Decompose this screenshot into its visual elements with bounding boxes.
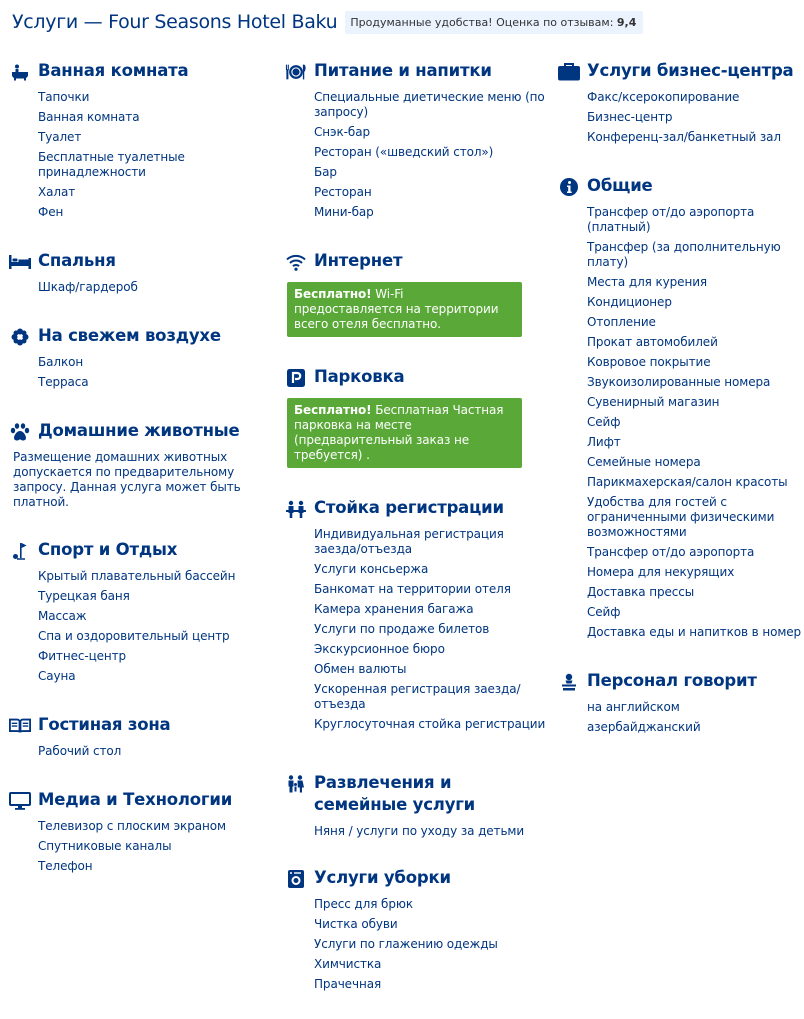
- list-item: Бар: [314, 165, 337, 179]
- section-title: Развлечения и семейные услуги: [314, 773, 476, 814]
- section-internet: [285, 250, 547, 366]
- list-item: Отопление: [587, 315, 656, 329]
- section-items: [285, 824, 547, 839]
- list-item: Крытый плавательный бассейн: [38, 569, 236, 583]
- wifi-icon: [285, 251, 307, 273]
- section-header: [9, 789, 271, 815]
- list-item: Экскурсионное бюро: [314, 642, 445, 656]
- list-item: Парикмахерская/салон красоты: [587, 475, 788, 489]
- section-title: На свежем воздухе: [38, 326, 221, 345]
- staff-icon: [558, 671, 580, 693]
- list-item: Спутниковые каналы: [38, 839, 172, 853]
- info-icon: [558, 176, 580, 198]
- list-item: Мини-бар: [314, 205, 374, 219]
- section-general: [558, 175, 804, 670]
- list-item: Трансфер (за дополнительную плату): [587, 240, 781, 269]
- section-title: Домашние животные: [38, 421, 240, 440]
- list-item: Телевизор с плоским экраном: [38, 819, 226, 833]
- rating-badge: [345, 11, 643, 34]
- section-header: [9, 250, 271, 276]
- section-title: Интернет: [314, 251, 403, 270]
- list-item: Рабочий стол: [38, 744, 122, 758]
- list-item: Камера хранения багажа: [314, 602, 474, 616]
- list-item: Телефон: [38, 859, 93, 873]
- section-title: Спорт и Отдых: [38, 540, 178, 559]
- list-item: Факс/ксерокопирование: [587, 90, 740, 104]
- section-items: [558, 90, 804, 145]
- list-item: Бесплатные туалетные принадлежности: [38, 150, 185, 179]
- section-header: [285, 497, 547, 523]
- section-entertainment: [285, 772, 547, 867]
- section-title: Услуги бизнес-центра: [587, 61, 794, 80]
- list-item: Массаж: [38, 609, 87, 623]
- list-item: Сейф: [587, 605, 621, 619]
- section-header: [9, 714, 271, 740]
- list-item: Ванная комната: [38, 110, 140, 124]
- section-items: [285, 527, 547, 732]
- golf-icon: [9, 540, 31, 562]
- section-header: [285, 366, 547, 392]
- list-item: Фитнес-центр: [38, 649, 127, 663]
- list-item: Балкон: [38, 355, 84, 369]
- list-item: Банкомат на территории отеля: [314, 582, 511, 596]
- section-title: Персонал говорит: [587, 671, 757, 690]
- list-item: Прачечная: [314, 977, 382, 991]
- section-note: Размещение домашних животных допускается по предварительному запросу. Данная услуга может быть платной.: [13, 450, 241, 509]
- list-item: Звукоизолированные номера: [587, 375, 771, 389]
- list-item: Терраса: [38, 375, 89, 389]
- section-header: [285, 60, 547, 86]
- section-reception: [285, 497, 547, 772]
- section-pets: [9, 420, 271, 539]
- list-item: Специальные диетические меню (по запросу): [314, 90, 545, 119]
- briefcase-icon: [558, 61, 580, 83]
- plate-icon: [285, 61, 307, 83]
- list-item: Сауна: [38, 669, 76, 683]
- section-header: [558, 60, 804, 86]
- list-item: Ресторан: [314, 185, 372, 199]
- list-item: Турецкая баня: [38, 589, 130, 603]
- list-item: на английском: [587, 700, 680, 714]
- section-bathroom: [9, 60, 271, 250]
- notice-text: Wi-Fi предоставляется на территории всего отеля бесплатно.: [294, 287, 499, 331]
- section-items: [285, 897, 547, 992]
- list-item: Места для курения: [587, 275, 708, 289]
- list-item: Сувенирный магазин: [587, 395, 720, 409]
- section-header: [285, 250, 547, 276]
- list-item: Конференц-зал/банкетный зал: [587, 130, 781, 144]
- section-title: Ванная комната: [38, 61, 189, 80]
- list-item: Прокат автомобилей: [587, 335, 718, 349]
- section-business: [558, 60, 804, 175]
- reception-icon: [285, 498, 307, 520]
- free-wifi-notice: [287, 282, 522, 337]
- page-header: [12, 9, 643, 35]
- section-languages: [558, 670, 804, 735]
- list-item: Лифт: [587, 435, 621, 449]
- list-item: Трансфер от/до аэропорта (платный): [587, 205, 755, 234]
- facilities-column-2: [285, 60, 547, 997]
- list-item: Удобства для гостей с ограниченными физическими возможностями: [587, 495, 775, 539]
- book-icon: [9, 715, 31, 737]
- paw-icon: [9, 421, 31, 443]
- section-header: [9, 60, 271, 86]
- rating-badge-text: Продуманные удобства! Оценка по отзывам:: [350, 15, 614, 29]
- list-item: Ускоренная регистрация заезда/отъезда: [314, 682, 521, 711]
- section-items: [9, 744, 271, 759]
- list-item: Услуги консьержа: [314, 562, 429, 576]
- list-item: азербайджанский: [587, 720, 701, 734]
- section-items: [558, 205, 804, 640]
- section-items: [9, 819, 271, 874]
- rating-score: 9,4: [616, 15, 637, 29]
- section-title: Питание и напитки: [314, 61, 492, 80]
- washer-icon: [285, 868, 307, 890]
- section-items: [9, 280, 271, 295]
- list-item: Кондиционер: [587, 295, 672, 309]
- list-item: Доставка прессы: [587, 585, 695, 599]
- free-label: Бесплатно!: [294, 403, 372, 417]
- list-item: Пресс для брюк: [314, 897, 414, 911]
- section-header: [9, 325, 271, 351]
- list-item: Трансфер от/до аэропорта: [587, 545, 755, 559]
- section-header: [9, 420, 271, 446]
- free-parking-notice: [287, 398, 522, 468]
- section-header: [558, 670, 804, 696]
- section-title: Общие: [587, 176, 653, 195]
- section-items: [9, 90, 271, 220]
- section-title: Услуги уборки: [314, 868, 451, 887]
- list-item: Услуги по продаже билетов: [314, 622, 490, 636]
- family-icon: [285, 773, 307, 795]
- section-bedroom: [9, 250, 271, 325]
- section-parking: [285, 366, 547, 497]
- section-items: [9, 355, 271, 390]
- section-header: [558, 175, 804, 201]
- section-title: Стойка регистрации: [314, 498, 504, 517]
- list-item: Обмен валюты: [314, 662, 407, 676]
- section-items: [285, 90, 547, 220]
- list-item: Круглосуточная стойка регистрации: [314, 717, 546, 731]
- section-title: Парковка: [314, 367, 405, 386]
- list-item: Тапочки: [38, 90, 90, 104]
- notice-text: Бесплатная Частная парковка на месте (предварительный заказ не требуется) .: [294, 403, 504, 462]
- section-title: Гостиная зона: [38, 715, 171, 734]
- section-title: Спальня: [38, 251, 116, 270]
- section-food: [285, 60, 547, 250]
- list-item: Индивидуальная регистрация заезда/отъезда: [314, 527, 504, 556]
- list-item: Снэк-бар: [314, 125, 370, 139]
- section-media: [9, 789, 271, 874]
- facilities-column-3: [558, 60, 804, 740]
- bed-icon: [9, 251, 31, 273]
- section-header: [285, 867, 547, 893]
- section-outdoors: [9, 325, 271, 420]
- monitor-icon: [9, 790, 31, 812]
- section-items: [9, 569, 271, 684]
- list-item: Сейф: [587, 415, 621, 429]
- list-item: Номера для некурящих: [587, 565, 735, 579]
- list-item: Химчистка: [314, 957, 382, 971]
- list-item: Чистка обуви: [314, 917, 398, 931]
- parking-icon: [285, 367, 307, 389]
- flower-icon: [9, 326, 31, 348]
- list-item: Семейные номера: [587, 455, 701, 469]
- list-item: Халат: [38, 185, 76, 199]
- list-item: Туалет: [38, 130, 82, 144]
- section-header: [285, 772, 547, 816]
- list-item: Няня / услуги по уходу за детьми: [314, 824, 525, 838]
- list-item: Ресторан («шведский стол»): [314, 145, 494, 159]
- free-label: Бесплатно!: [294, 287, 372, 301]
- list-item: Ковровое покрытие: [587, 355, 711, 369]
- list-item: Бизнес-центр: [587, 110, 673, 124]
- list-item: Услуги по глажению одежды: [314, 937, 498, 951]
- page-title: Услуги — Four Seasons Hotel Baku: [12, 11, 338, 33]
- bath-icon: [9, 61, 31, 83]
- section-items: [558, 700, 804, 735]
- section-living: [9, 714, 271, 789]
- section-cleaning: [285, 867, 547, 992]
- list-item: Спа и оздоровительный центр: [38, 629, 230, 643]
- facilities-column-1: [9, 60, 271, 879]
- section-title: Медиа и Технологии: [38, 790, 233, 809]
- section-header: [9, 539, 271, 565]
- list-item: Доставка еды и напитков в номер: [587, 625, 802, 639]
- section-sport: [9, 539, 271, 714]
- list-item: Фен: [38, 205, 64, 219]
- list-item: Шкаф/гардероб: [38, 280, 138, 294]
